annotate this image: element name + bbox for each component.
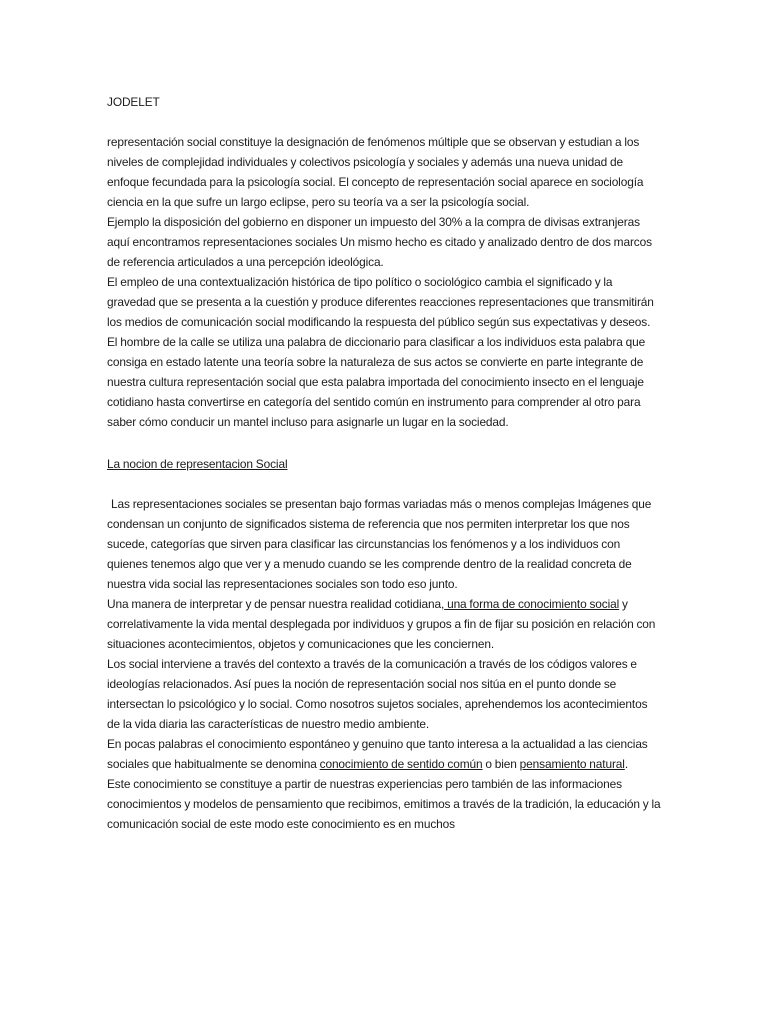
section-paragraph-2 xyxy=(107,594,663,654)
document-title: JODELET xyxy=(107,95,160,109)
spacer xyxy=(107,112,663,132)
underlined-term-pensamiento-natural: pensamiento natural xyxy=(519,757,625,771)
spacer xyxy=(107,432,663,454)
section-paragraph-2-end: y correlativamente la vida mental desplegada por individuos y grupos a fin de fijar su posición en relación con situaciones acontecimientos, objetos y comunicaciones que les conciernen. xyxy=(107,597,656,651)
section-paragraph-4-end: . xyxy=(624,757,628,771)
section-heading-text: La nocion de representacion Social xyxy=(107,457,288,471)
section-paragraph-1 xyxy=(107,494,663,594)
section-paragraph-1-text: Las representaciones sociales se presentan bajo formas variadas más o menos complejas Imágenes que condensan un conjunto de significados sistema de referencia que nos permiten interpretar los que nos sucede, categorías que sirven para clasificar las circunstancias los fenómenos y a los individuos con quienes tenemos algo que ver y a menudo cuando se les comprende dentro de la realidad concreta de nuestra vida social las representaciones sociales son todo eso junto. xyxy=(107,497,652,591)
document-page xyxy=(107,92,663,834)
intro-paragraph-4: El hombre de la calle se utiliza una palabra de diccionario para clasificar a los individuos esta palabra que consiga en estado latente una teoría sobre la naturaleza de sus actos se convierte en parte integrante de nuestra cultura representación social que esta palabra importada del conocimiento insecto en el lenguaje cotidiano hasta convertirse en categoría del sentido común en instrumento para comprender al otro para saber cómo conducir un mantel incluso para asignarle un lugar en la sociedad. xyxy=(107,335,646,429)
spacer xyxy=(107,474,663,494)
underlined-term-conocimiento-social: una forma de conocimiento social xyxy=(444,597,620,611)
section-paragraph-4-start: En pocas palabras el conocimiento espontáneo y genuino que tanto interesa a la actualidad a las ciencias sociales que habitualmente se denomina xyxy=(107,737,648,771)
intro-paragraph-3: El empleo de una contextualización histórica de tipo político o sociológico cambia el significado y la gravedad que se presenta a la cuestión y produce diferentes reacciones representaciones que transmitirán los medios de comunicación social modificando la respuesta del público según sus expectativas y deseos. xyxy=(107,275,654,329)
intro-paragraph-1: representación social constituye la designación de fenómenos múltiple que se observan y estudian a los niveles de complejidad individuales y colectivos psicología y sociales y además una nueva unidad de enfoque fecundada para la psicología social. El concepto de representación social aparece en sociología ciencia en la que sufre un largo eclipse, pero su teoría va a ser la psicología social. xyxy=(107,135,644,209)
section-paragraph-3: Los social interviene a través del contexto a través de la comunicación a través de los códigos valores e ideologías relacionados. Así pues la noción de representación social nos sitúa en el punto donde se intersectan lo psicológico y lo social. Como nosotros sujetos sociales, aprehendemos los acontecimientos de la vida diaria las características de nuestro medio ambiente. xyxy=(107,657,648,731)
section-paragraph-2-start: Una manera de interpretar y de pensar nuestra realidad cotidiana, xyxy=(107,597,445,611)
section-paragraph-4-middle: o bien xyxy=(482,757,520,771)
section-heading xyxy=(107,454,663,474)
intro-paragraph-2: Ejemplo la disposición del gobierno en disponer un impuesto del 30% a la compra de divisas extranjeras aquí encontramos representaciones sociales Un mismo hecho es citado y analizado dentro de dos marcos de referencia articulados a una percepción ideológica. xyxy=(107,215,652,269)
underlined-term-sentido-comun: conocimiento de sentido común xyxy=(319,757,483,771)
section-paragraph-4 xyxy=(107,734,663,774)
section-paragraph-5: Este conocimiento se constituye a partir de nuestras experiencias pero también de las informaciones conocimientos y modelos de pensamiento que recibimos, emitimos a través de la tradición, la educación y la comunicación social de este modo este conocimiento es en muchos xyxy=(107,777,661,831)
